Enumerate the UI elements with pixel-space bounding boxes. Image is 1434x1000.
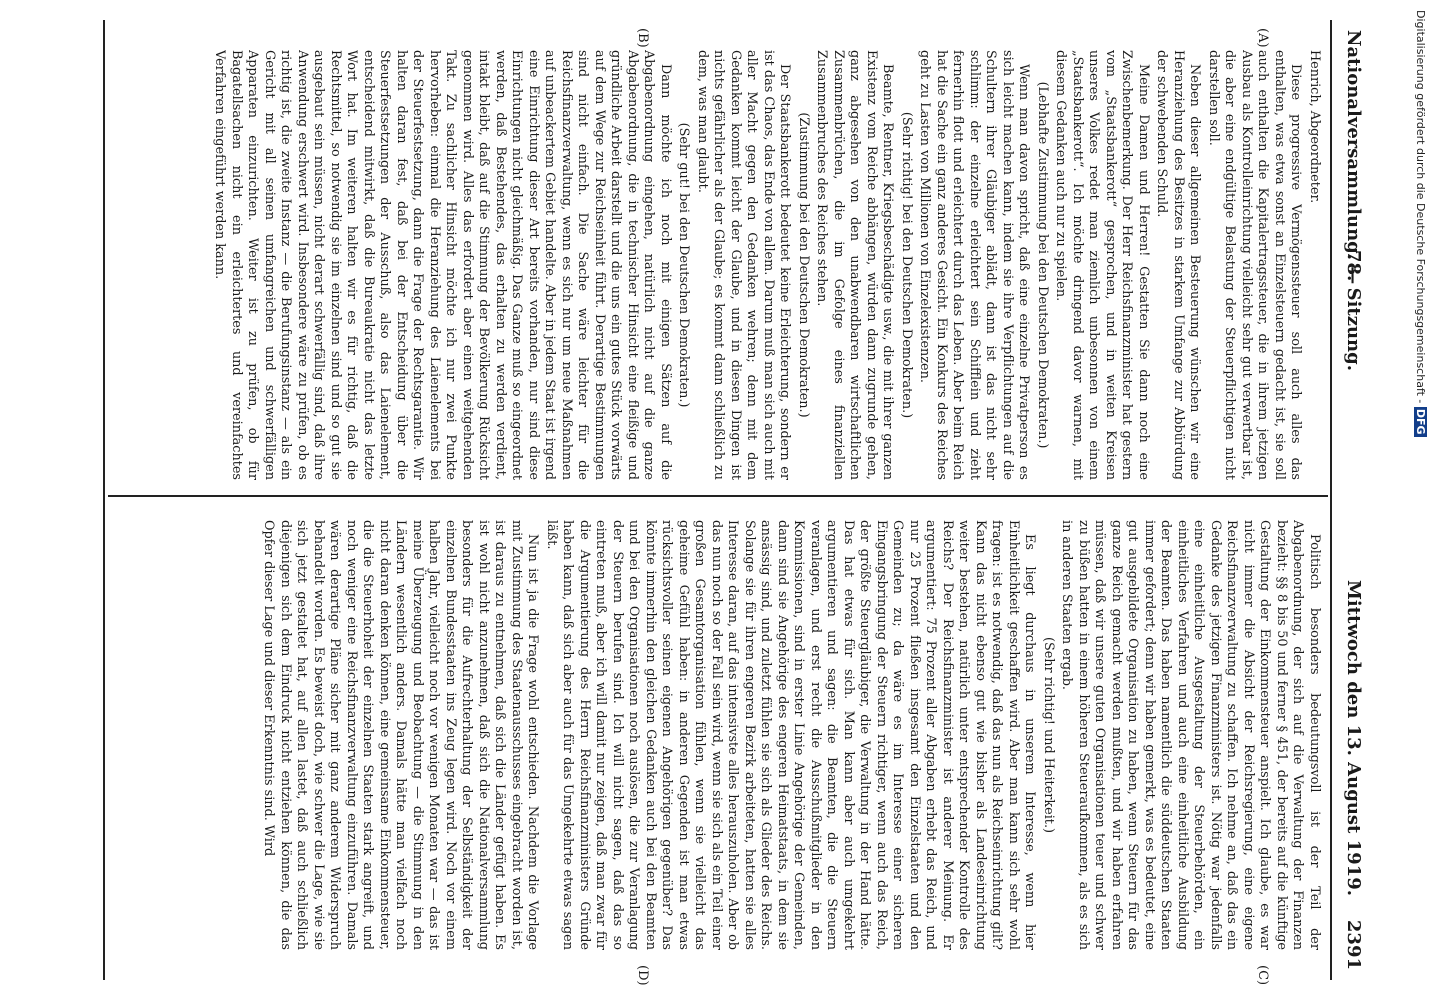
left-column [112, 50, 1322, 480]
paragraph: Dann möchte ich noch mit einigen Sätzen auf die Abgabenordnung eingehen, natürlich nicht auf die ganze Abgabenordnung, die in technischer Hinsicht eine fleißige und gründliche Arbeit darstellt und die uns ein gutes Stück vorwärts auf dem Wege zur Reichseinheit führt. Derartige Bestimmungen sind nicht einfach. Die Sache wäre leichter für die Reichsfinanzverwaltung, wenn es sich nur um neue Maßnahmen auf unbeackertem Gebiet handelte. Aber in jedem Staat ist irgend eine Einrichtung dieser Art bereits vorhanden, nur sind diese Einrichtungen nicht gleichmäßig. Das Ganze muß so eingeordnet werden, daß Bestehendes, das erhalten zu werden verdient, intakt bleibt, daß auf die Stimmung der Bevölkerung Rücksicht genommen wird. Alles das erfordert aber einen weitgehenden Takt. Zu sachlicher Hinsicht möchte ich nur zwei Punkte hervorheben: einmal die Heranziehung des Laienelements bei der Steuerfestsetzung, dann die Frage der Rechtsgarantie. Wir halten daran fest, daß bei der Entscheidung über die Steuerfestsetzungen der Ausschuß, also das Laienelement, entscheidend mitwirkt, daß die Bureaukratie nicht das letzte Wort hat. Im weiteren halten wir es für richtig, daß die Rechtsmittel, so notwendig sie im einzelnen sind und so gut sie ausgebaut sein müssen, nicht derart schwerfällig sind, daß ihre Anwendung erschwert wird. Insbesondere wäre zu prüfen, ob es richtig ist, die zweite Instanz — die Berufungsinstanz — als ein Gericht mit all seinen umfangreichen und schwerfälligen Apparaten einzurichten. Weiter ist zu prüfen, ob für Bagatellsachen nicht ein erleichtertes und vereinfachtes Verfahren eingeführt werden kann. [212, 50, 673, 480]
page-number: 2391 [1343, 919, 1364, 970]
interjection: (Lebhafte Zustimmung bei den Deutschen Demokraten.) [1035, 81, 1050, 449]
paragraph: Wenn man davon spricht, daß eine einzelne Privatperson es sich leicht machen kann, indem sie ihre Verpflichtungen auf die Schultern ihrer Gläubiger ablädt, dann ist das nicht sehr schlimm: der einzelne erleichtert sein Schifflein und zieht fernerhin flott und erleichtert durch das Leben. Aber beim Reich hat die Sache ein ganz anderes Gesicht. Ein Konkurs des Reiches geht zu Lasten von Millionen von Einzelexistenzen. [917, 50, 1032, 480]
margin-marker-a: (A) [1255, 28, 1270, 48]
paragraph: Nun ist ja die Frage wohl entschieden. Nachdem die Vorlage mit Zustimmung des Staatenausschusses eingebracht worden ist, ist daraus zu entnehmen, daß sich die Länder gefügt haben. Es ist wohl nicht anzunehmen, daß sich die Nationalversammlung besonders für die Aufrechterhaltung der Selbständigkeit der einzelnen Bundesstaaten ins Zeug legen wird. Noch vor einem halben Jahr, vielleicht noch vor wenigen Monaten war — das ist meine Überzeugung und Beobachtung — die Stimmung in den Ländern wesentlich anders. Damals hätte man vielfach noch nicht daran denken können, eine gemeinsame Einkommensteuer, die die Steuerhoheit der einzelnen Staaten stark angreift, und noch weniger eine Reichsfinanzverwaltung einzuführen. Damals wären derartige Pläne sicher mit ganz anderem Widerspruch behandelt worden. Es beweist doch, wie schwer die Lage, wie sie sich jetzt gestaltet hat, auf allen lastet, daß auch schließlich diejenigen sich dem Eindruck nicht entziehen können, die das Opfer dieser Lage und dieser Erkenntnis sind. Wird [261, 520, 541, 950]
header-date: Mittwoch den 13. August 1919. [1343, 580, 1364, 896]
interjection: (Zustimmung bei den Deutschen Demokraten.) [796, 112, 811, 418]
interjection: (Sehr richtig! bei den Deutschen Demokraten.) [899, 111, 914, 419]
page-header [1330, 0, 1370, 1000]
margin-marker-c: (C) [1255, 965, 1270, 986]
margin-marker-b: (B) [635, 28, 650, 48]
digitization-credit [1410, 10, 1432, 990]
paragraph: Beamte, Rentner, Kriegsbeschädigte usw., die mit ihrer ganzen Existenz vom Reiche abhängen, würden dann zugrunde gehen, ganz abgesehen von den unabwendbaren wirtschaftlichen Zusammenbrüchen, die im Gefolge eines finanziellen Zusammenbruches des Reiches stehen. [814, 50, 896, 480]
paragraph: Henrich, Abgeordneter. [1307, 50, 1322, 204]
header-rule [1330, 20, 1332, 980]
paragraph: Meine Damen und Herren! Gestatten Sie dann noch eine Zwischenbemerkung. Der Herr Reichsfinanzminister hat gestern vom „Staatsbankerott“ gesprochen, und in weiten Kreisen unseres Volkes redet man ziemlich unbesonnen von einem „Staatsbankerott“. Ich möchte dringend davor warnen, mit diesem Gedanken auch nur zu spielen. [1053, 50, 1151, 480]
footer-rule [103, 20, 105, 980]
right-column [112, 520, 1322, 950]
header-title: Nationalversammlung. — [1343, 30, 1364, 285]
newspaper-page [40, 0, 1390, 1000]
dfg-logo: DFG [1414, 408, 1427, 435]
paragraph: Diese progressive Vermögenssteuer soll auch alles das enthalten, was etwa sonst an Einzelsteuern gedacht ist, sie soll auch enthalten die Kapitalertragssteuer, die in ihrem jetzigen Ausbau als Kontrolleinrichtung vielleicht sehr gut verwertbar ist, die aber eine endgültige Belastung der Steuerpflichtigen nicht darstellen soll. [1206, 50, 1304, 480]
credit-text: Digitalisierung gefördert durch die Deutsche Forschungsgemeinschaft - [1414, 10, 1427, 404]
margin-marker-d: (D) [635, 965, 650, 986]
paragraph: Neben dieser allgemeinen Besteuerung wünschen wir eine Heranziehung des Besitzes in starkem Umfange zur Abbürdung der schwebenden Schuld. [1154, 50, 1203, 480]
paragraph: Politisch besonders bedeutungsvoll ist der Teil der Abgabenordnung, der sich auf die Verwaltung der Finanzen bezieht: §§ 8 bis 50 und ferner § 451, der bereits auf die künftige Gestaltung der Einkommensteuer anspielt. Ich glaube, es war nicht immer die Absicht der Reichsregierung, eine eigene Reichsfinanzverwaltung zu schaffen. Ich nehme an, daß das ein Gedanke des jetzigen Finanzministers ist. Nötig war jedenfalls eine einheitliche Ausgestaltung der Steuerbehörden, ein einheitliches Verfahren und auch eine einheitliche Ausbildung der Beamten. Das haben namentlich die süddeutschen Staaten immer gefordert; denn wir haben gemerkt, was es bedeutet, eine gut ausgebildete Organisation zu haben, wenn Steuern für das ganze Reich gemacht werden mußten, und wir haben erfahren müssen, daß wir unsere guten Organisationen teuer und schwer zu büßen hatten in einem höheren Steueraufkommen, als es sich in anderen Staaten ergab. [1059, 520, 1322, 950]
column-divider [108, 495, 1328, 497]
paragraph: Der Staatsbankerott bedeutet keine Erleichterung, sondern er ist das Chaos, das Ende von allem. Darum muß man sich auch mit aller Macht gegen den Gedanken wehren; denn mit dem Gedanken kommt leicht der Glaube, und in diesen Dingen ist nichts gefährlicher als der Glaube; es kommt dann schließlich zu dem, was man glaubt. [695, 50, 793, 480]
header-session: 78. Sitzung. [1343, 250, 1364, 371]
paragraph: Es liegt durchaus in unserem Interesse, wenn hier Einheitlichkeit geschaffen wird. Aber man kann sich sehr wohl fragen: ist es notwendig, daß das nun als Reichseinrichtung gilt? Kann das nicht ebenso gut wie bisher als Landeseinrichtung weiter bestehen, natürlich unter entsprechender Kontrolle des Reichs? Der Reichsfinanzminister ist anderer Meinung. Er argumentiert: 75 Prozent aller Abgaben erhebt das Reich, und nur 25 Prozent fließen insgesamt den Einzelstaaten und den Gemeinden zu; da wäre es im Interesse einer sicheren Eingangsbringung der Steuern richtiger, wenn auch das Reich, der größte Steuergläubiger, die Verwaltung in der Hand hätte. Das hat etwas für sich. Man kann aber auch umgekehrt argumentieren und sagen: die Beamten, die die Steuern veranlagen, und erst recht die Ausschußmitglieder in den Kommissionen, sind in erster Linie Angehörige der Gemeinden, dann sind sie Angehörige des engeren Heimatstaats, in dem sie ansässig sind, und zuletzt fühlen sie sich als Glieder des Reichs. Solange sie für ihren engeren Bezirk arbeiteten, hatten sie alles Interesse daran, auf das intensivste alles herauszuholen. Aber ob das nun noch so der Fall sein wird, wenn sie sich als ein Teil einer großen Gesamtorganisation fühlen, wenn sie vielleicht das geheime Gefühl haben: in anderen Gegenden ist man etwas rücksichtsvoller seinen eigenen Angehörigen gegenüber? Das könnte immerhin den gleichen Gedanken auch bei den Beamten und bei den Organisationen noch auslösen, die zur Veranlagung der Steuern berufen sind. Ich will nicht sagen, daß das so eintreten muß, aber ich will damit nur zeigen, daß man zwar für die Argumentierung des Herrn Reichsfinanzministers Gründe haben kann, daß sich aber auch für das Umgekehrte etwas sagen läßt. [544, 520, 1038, 950]
interjection: (Sehr richtig! und Heiterkeit.) [1041, 636, 1056, 834]
interjection: (Sehr gut! bei den Deutschen Demokraten.) [676, 122, 692, 408]
